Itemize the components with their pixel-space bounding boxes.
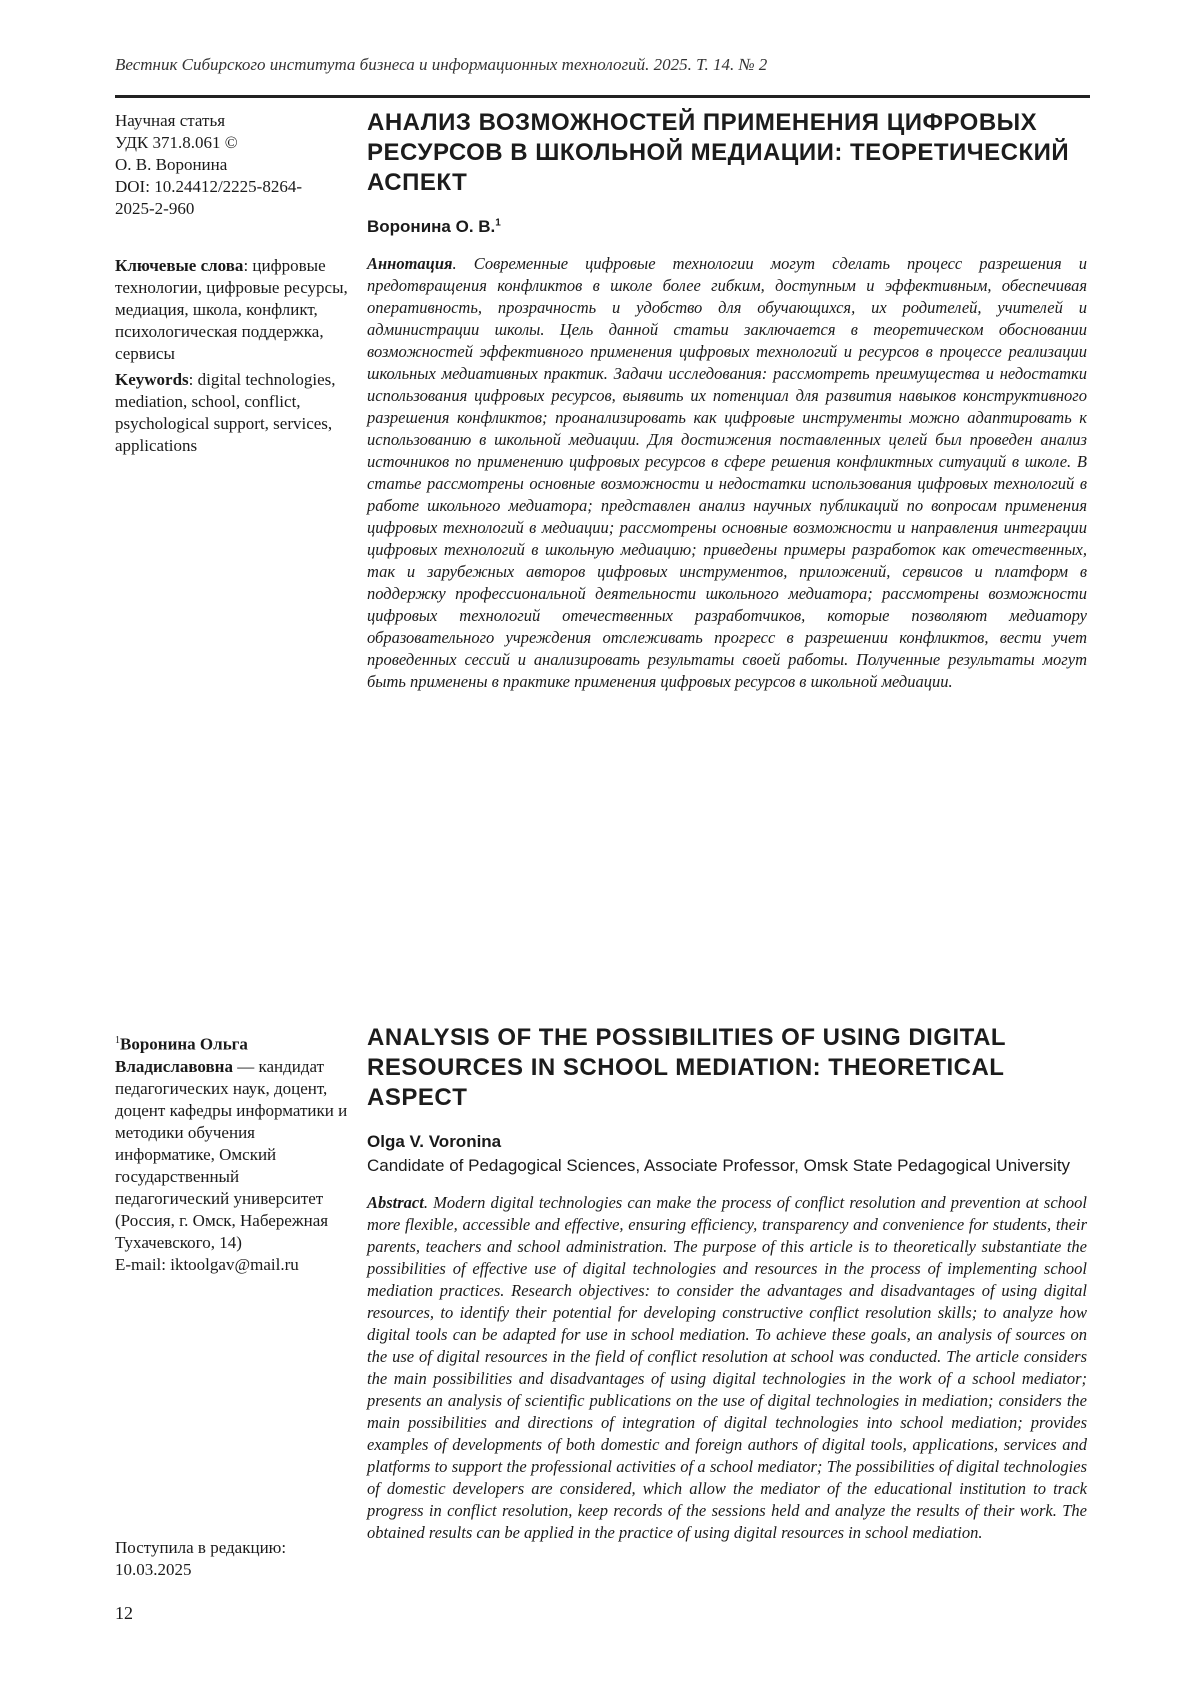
en-affiliation-wrap: [367, 1156, 1087, 1176]
en-title-wrap: [367, 1023, 1087, 1113]
ru-abstract-label: Аннотация: [367, 254, 453, 273]
en-abstract: [367, 1192, 1087, 1544]
en-abstract-label: Abstract: [367, 1193, 424, 1212]
received-date: 10.03.2025: [115, 1559, 350, 1581]
article-type: Научная статья: [115, 110, 350, 132]
ru-abstract-text: . Современные цифровые технологии могут сделать процесс разрешения и предотвращения конфликтов в школе более гибким, доступным и эффективным, обеспечивая оперативность, прозрачность и удобство для обучающихся, их родителей, учителей и администрации школы. Цель данной статьи заключается в теоретическом обосновании возможностей эффективного применения цифровых технологий и ресурсов в процессе реализации школьных медиативных практик. Задачи исследования: рассмотреть преимущества и недостатки использования цифровых ресурсов, выявить их потенциал для развития навыков конструктивного разрешения конфликтов; проанализировать как цифровые инструменты можно адаптировать к использованию в школьной медиации. Для достижения поставленных целей был проведен анализ источников по применению цифровых ресурсов в сфере решения конфликтных ситуаций в школе. В статье рассмотрены основные возможности и недостатки использования цифровых технологий в работе школьного медиатора; представлен анализ научных публикаций по вопросам применения цифровых технологий в медиации; рассмотрены основные возможности и направления интеграции цифровых технологий в школьную медиацию; приведены примеры разработок как отечественных, так и зарубежных авторов цифровых инструментов, приложений, сервисов и платформ в поддержку профессиональной деятельности школьного медиатора; рассмотрены возможности цифровых технологий отечественных разработчиков, которые позволяют медиатору образовательного учреждения отслеживать прогресс в разрешении конфликтов, вести учет проведенных сессий и анализировать результаты своей работы. Полученные результаты могут быть применены в практике применения цифровых ресурсов в школьной медиации.: [367, 254, 1087, 691]
received-block: [115, 1537, 350, 1581]
en-affiliation: Candidate of Pedagogical Sciences, Associate Professor, Omsk State Pedagogical University: [367, 1156, 1087, 1176]
en-author-wrap: [367, 1132, 1087, 1152]
page-number: 12: [115, 1603, 133, 1624]
udc-code: УДК 371.8.061 ©: [115, 132, 350, 154]
author-bio: [115, 1030, 350, 1276]
journal-header: Вестник Сибирского института бизнеса и информационных технологий. 2025. Т. 14. № 2: [115, 55, 1115, 75]
header-divider: [115, 95, 1090, 98]
en-title: ANALYSIS OF THE POSSIBILITIES OF USING DIGITAL RESOURCES IN SCHOOL MEDIATION: THEORETICAL ASPECT: [367, 1023, 1087, 1113]
ru-abstract-wrap: [367, 253, 1087, 693]
ru-author-name: Воронина О. В.: [367, 217, 495, 236]
en-abstract-text: . Modern digital technologies can make the process of conflict resolution and prevention at school more flexible, accessible and effective, ensuring efficiency, transparency and convenience for students, their parents, teachers and school administration. The purpose of this article is to theoretically substantiate the possibilities of effective use of digital technologies and resources in the process of implementing school mediation practices. Research objectives: to consider the advantages and disadvantages of using digital resources, to identify their potential for developing constructive conflict resolution skills; to analyze how digital tools can be adapted for use in school mediation. To achieve these goals, an analysis of sources on the use of digital resources in the field of conflict resolution at school was conducted. The article considers the main possibilities and disadvantages of using digital technologies in the work of a school mediator; presents an analysis of scientific publications on the use of digital technologies in mediation; considers the main possibilities and directions of integration of digital technologies into school mediation; provides examples of developments of both domestic and foreign authors of digital tools, applications, services and platforms to support the professional activities of a school mediator; The possibilities of digital technologies of domestic developers are considered, which allow the mediator of the educational institution to track progress in conflict resolution, keep records of the sessions held and analyze the results of their work. The obtained results can be applied in the practice of using digital resources in school mediation.: [367, 1193, 1087, 1542]
bio-text: — кандидат педагогических наук, доцент, доцент кафедры информатики и методики обучения информатике, Омский государственный педагогический университет (Россия, г. Омск, Набережная Тухачевского, 14): [115, 1057, 347, 1252]
bio-sup: 1: [115, 1035, 120, 1046]
article-meta: [115, 110, 350, 220]
bio-name: Воронина Ольга Владиславовна: [115, 1035, 248, 1076]
ru-title-wrap: [367, 108, 1087, 198]
keywords-block: [115, 255, 350, 461]
doi-line-2: 2025-2-960: [115, 198, 350, 220]
received-label: Поступила в редакцию:: [115, 1537, 350, 1559]
keywords-ru-label: Ключевые слова: [115, 256, 243, 275]
ru-author: [367, 217, 1087, 237]
keywords-en-label: Keywords: [115, 370, 189, 389]
keywords-en: [115, 369, 350, 457]
keywords-ru: [115, 255, 350, 365]
keywords-en-text: : digital technologies, mediation, school, conflict, psychological support, services, applications: [115, 370, 336, 455]
bio-email: E-mail: iktoolgav@mail.ru: [115, 1254, 350, 1276]
en-abstract-wrap: [367, 1192, 1087, 1544]
ru-abstract: [367, 253, 1087, 693]
ru-author-sup: 1: [495, 217, 501, 228]
author-short: О. В. Воронина: [115, 154, 350, 176]
doi-line-1: DOI: 10.24412/2225-8264-: [115, 176, 350, 198]
ru-author-wrap: [367, 217, 1087, 237]
ru-title: АНАЛИЗ ВОЗМОЖНОСТЕЙ ПРИМЕНЕНИЯ ЦИФРОВЫХ РЕСУРСОВ В ШКОЛЬНОЙ МЕДИАЦИИ: ТЕОРЕТИЧЕСКИЙ АСПЕКТ: [367, 108, 1087, 198]
keywords-ru-text: : цифровые технологии, цифровые ресурсы, медиация, школа, конфликт, психологическая поддержка, сервисы: [115, 256, 348, 363]
en-author: Olga V. Voronina: [367, 1132, 1087, 1152]
